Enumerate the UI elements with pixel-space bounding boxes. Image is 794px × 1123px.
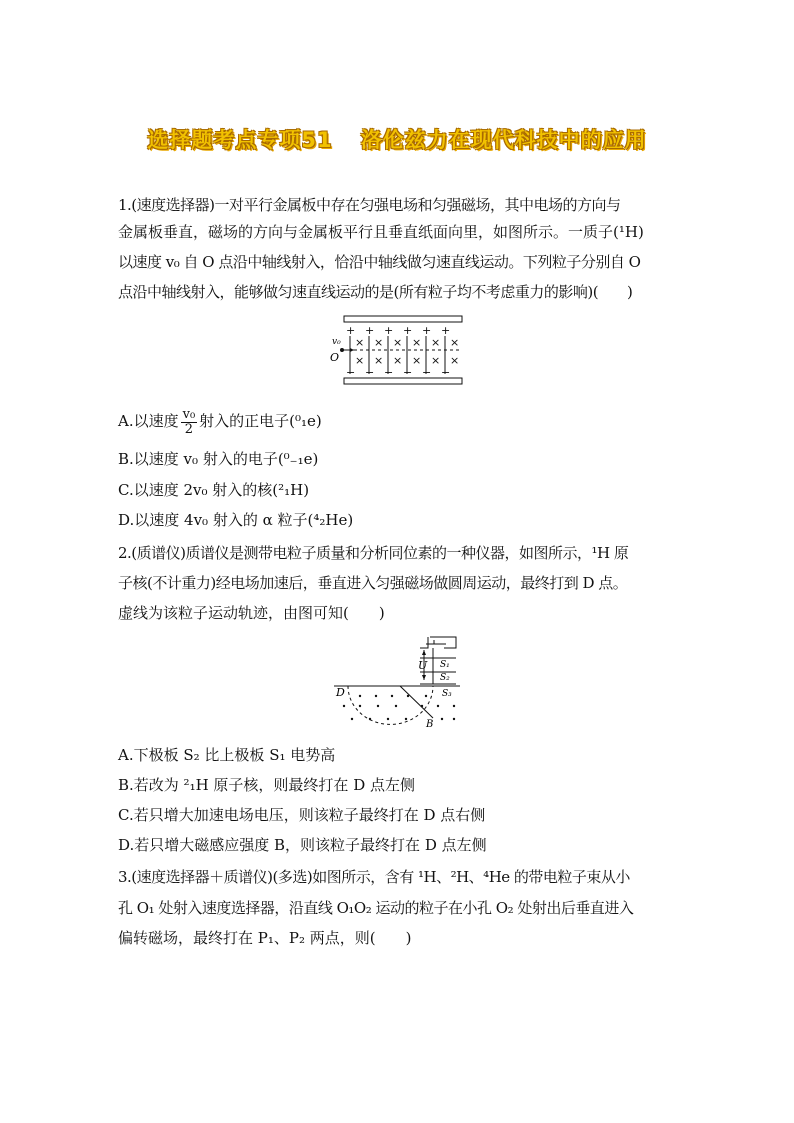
svg-text:×: × (374, 336, 384, 349)
svg-text:×: × (355, 336, 365, 349)
fraction-v0-over-2: $\frac{\text{v₀}}{2}$ (182, 406, 196, 437)
q3-stem-line-1: 3.(速度选择器＋质谱仪)(多选)如图所示，含有 ¹H、²H、⁴He 的带电粒子束从小 (118, 868, 630, 886)
q3-stem-line-3: 偏转磁场，最终打在 P₁、P₂ 两点，则( ) (118, 929, 412, 947)
svg-text:+: + (403, 324, 413, 337)
svg-text:−: − (403, 366, 413, 379)
u-label: U (418, 659, 428, 672)
q1-stem-line-4: 点沿中轴线射入，能够做匀速直线运动的是(所有粒子均不考虑重力的影响)( ) (118, 283, 633, 301)
svg-text:+: + (384, 324, 394, 337)
svg-text:−: − (365, 366, 375, 379)
detector-plate (400, 686, 433, 718)
svg-text:×: × (393, 354, 403, 367)
q1-option-b[interactable]: B.以速度 v₀ 射入的电子(⁰₋₁e) (118, 450, 319, 468)
svg-text:×: × (393, 336, 403, 349)
svg-text:×: × (355, 354, 365, 367)
ion-source (420, 637, 456, 648)
svg-text:+: + (365, 324, 375, 337)
title-part1: 选择题考点专项51 (147, 128, 333, 152)
svg-text:×: × (431, 354, 441, 367)
svg-text:×: × (431, 336, 441, 349)
magnetic-field-dots (343, 695, 455, 720)
svg-text:−: − (441, 366, 451, 379)
svg-text:−: − (346, 366, 356, 379)
svg-text:×: × (450, 336, 460, 349)
mass-spectrometer-figure (330, 634, 464, 732)
q2-stem-line-1: 2.(质谱仪)质谱仪是测带电粒子质量和分析同位素的一种仪器，如图所示，¹H 原 (118, 544, 629, 562)
svg-text:×: × (450, 354, 460, 367)
v0-label: v₀ (332, 337, 341, 347)
s2-label: S₂ (440, 673, 450, 683)
top-plate (344, 316, 462, 322)
svg-text:×: × (412, 354, 422, 367)
q2-stem-line-2: 子核(不计重力)经电场加速后，垂直进入匀强磁场做圆周运动，最终打到 D 点。 (118, 574, 628, 592)
title-part2: 洛伦兹力在现代科技中的应用 (360, 128, 647, 152)
minus-signs (346, 366, 450, 379)
d-label: D (336, 686, 345, 699)
svg-text:×: × (412, 336, 422, 349)
page-title (0, 124, 794, 154)
q1-stem-line-3: 以速度 v₀ 自 O 点沿中轴线射入，恰沿中轴线做匀速直线运动。下列粒子分别自 O (118, 253, 641, 271)
svg-text:+: + (346, 324, 356, 337)
q2-option-b[interactable]: B.若改为 ²₁H 原子核，则最终打在 D 点左侧 (118, 776, 415, 794)
q1-option-c[interactable]: C.以速度 2v₀ 射入的核(²₁H) (118, 481, 310, 499)
q1-stem-line-1: 1.(速度选择器)一对平行金属板中存在匀强电场和匀强磁场，其中电场的方向与 (118, 196, 621, 214)
s3-label: S₃ (442, 689, 452, 699)
svg-text:−: − (384, 366, 394, 379)
o-label: O (330, 351, 340, 364)
q1-option-a[interactable]: A.以速度 $\frac{\text{v₀}}{2}$ 射入的正电子(⁰₁e) (118, 406, 322, 437)
svg-text:×: × (374, 354, 384, 367)
s1-label: S₁ (440, 660, 450, 670)
q3-stem-line-2: 孔 O₁ 处射入速度选择器，沿直线 O₁O₂ 运动的粒子在小孔 O₂ 处射出后垂直进入 (118, 899, 634, 917)
q2-stem-line-3: 虚线为该粒子运动轨迹，由图可知( ) (118, 604, 385, 622)
q1-stem-line-2: 金属板垂直，磁场的方向与金属板平行且垂直纸面向里，如图所示。一质子(¹H) (118, 223, 644, 241)
svg-text:+: + (422, 324, 432, 337)
origin-point (340, 348, 344, 352)
q2-option-d[interactable]: D.若只增大磁感应强度 B，则该粒子最终打在 D 点左侧 (118, 836, 487, 854)
velocity-selector-figure (328, 312, 468, 388)
q2-option-a[interactable]: A.下极板 S₂ 比上极板 S₁ 电势高 (118, 746, 336, 764)
svg-text:+: + (441, 324, 451, 337)
b-label: B (426, 719, 434, 730)
q2-option-c[interactable]: C.若只增大加速电场电压，则该粒子最终打在 D 点右侧 (118, 806, 486, 824)
svg-text:−: − (422, 366, 432, 379)
q1-option-d[interactable]: D.以速度 4v₀ 射入的 α 粒子(⁴₂He) (118, 511, 354, 529)
